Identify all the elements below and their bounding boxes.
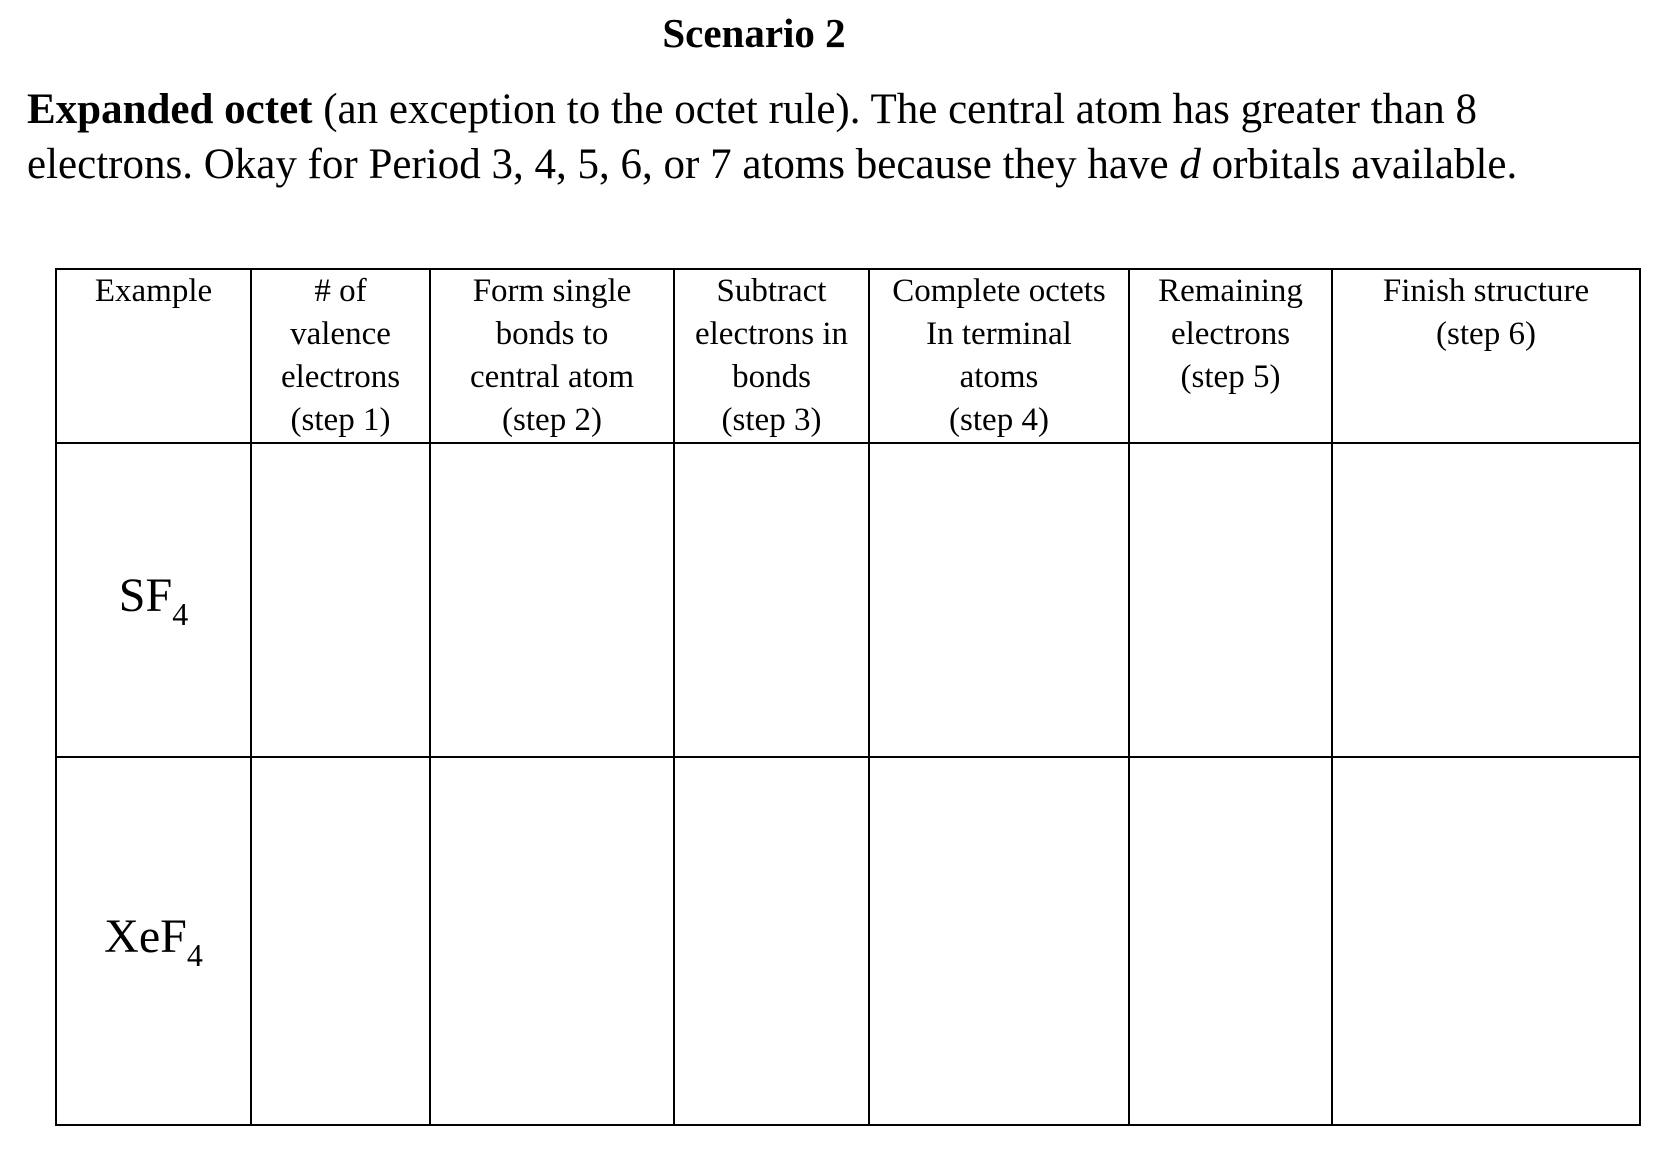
answer-cell-step-4[interactable]	[869, 443, 1129, 757]
header-example	[56, 269, 251, 443]
worksheet-table	[55, 268, 1641, 1126]
answer-cell-step-6[interactable]	[1332, 757, 1640, 1125]
header-line: electrons	[280, 359, 401, 395]
header-line: bonds	[732, 359, 811, 395]
header-line: bonds to	[495, 316, 609, 352]
header-line: electrons	[1170, 316, 1291, 352]
header-line: central atom	[469, 359, 634, 395]
intro-paragraph	[27, 82, 1647, 192]
table-row	[56, 443, 1640, 757]
formula-base: XeF	[104, 909, 187, 963]
table-row	[56, 757, 1640, 1125]
answer-cell-step-5[interactable]	[1129, 757, 1332, 1125]
example-cell	[56, 443, 251, 757]
answer-cell-step-1[interactable]	[251, 443, 430, 757]
header-remaining-electrons	[1129, 269, 1332, 443]
formula-sf4	[118, 568, 189, 632]
formula-subscript: 4	[186, 936, 203, 973]
header-line: Form single	[472, 273, 632, 309]
header-valence-electrons	[251, 269, 430, 443]
scenario-title: Scenario 2	[662, 10, 846, 56]
answer-cell-step-2[interactable]	[430, 443, 674, 757]
header-line: (step 5)	[1180, 359, 1281, 395]
answer-cell-step-4[interactable]	[869, 757, 1129, 1125]
header-line: Remaining	[1158, 273, 1303, 309]
answer-cell-step-3[interactable]	[674, 443, 869, 757]
header-row	[56, 269, 1640, 443]
header-finish-structure	[1332, 269, 1640, 443]
intro-italic-word: d	[1179, 141, 1201, 188]
intro-text-part1: (an exception to the octet rule). The central atom has greater than 8 electrons. Okay for Period 3, 4, 5, 6, or 7 atoms because they have	[27, 86, 1477, 188]
header-line: (step 2)	[502, 402, 602, 438]
answer-cell-step-1[interactable]	[251, 757, 430, 1125]
answer-cell-step-2[interactable]	[430, 757, 674, 1125]
header-line: Example	[94, 273, 213, 309]
header-line: # of	[314, 273, 367, 309]
intro-text-part2: orbitals available.	[1200, 141, 1518, 188]
header-line: (step 3)	[721, 402, 822, 438]
header-complete-octets	[869, 269, 1129, 443]
header-line: Complete octets	[892, 273, 1106, 309]
header-line: (step 6)	[1436, 316, 1536, 352]
header-line: atoms	[959, 359, 1039, 395]
header-line: Subtract	[716, 273, 827, 309]
header-line: Finish structure	[1382, 273, 1590, 309]
formula-subscript: 4	[172, 595, 189, 632]
header-line: In terminal	[926, 316, 1072, 352]
header-line: valence	[290, 316, 391, 352]
intro-bold-lead: Expanded octet	[27, 86, 313, 133]
example-cell	[56, 757, 251, 1125]
formula-xef4	[104, 909, 203, 973]
answer-cell-step-3[interactable]	[674, 757, 869, 1125]
header-subtract-electrons	[674, 269, 869, 443]
header-form-single-bonds	[430, 269, 674, 443]
answer-cell-step-5[interactable]	[1129, 443, 1332, 757]
header-line: (step 1)	[290, 402, 391, 438]
answer-cell-step-6[interactable]	[1332, 443, 1640, 757]
formula-base: SF	[118, 568, 173, 622]
header-line: (step 4)	[949, 402, 1049, 438]
header-line: electrons in	[694, 316, 849, 352]
